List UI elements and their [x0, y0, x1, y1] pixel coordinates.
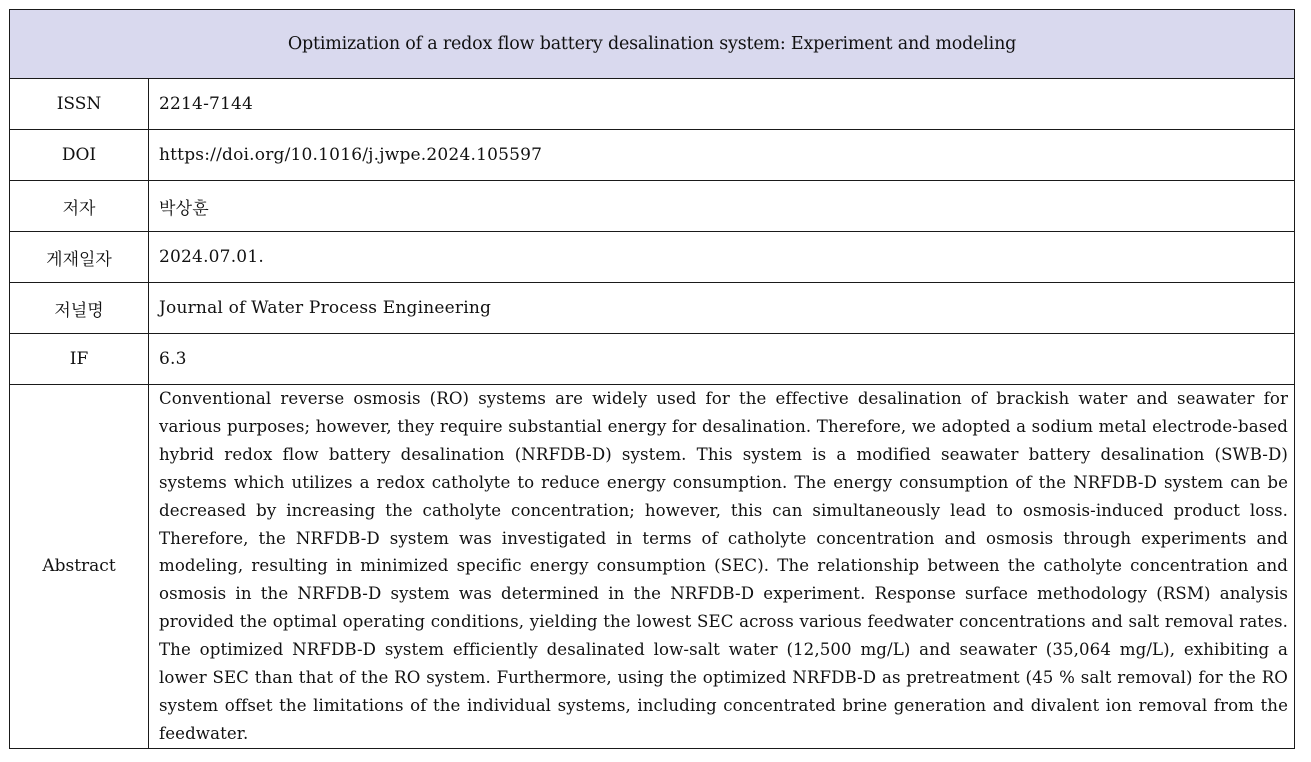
publication-date-label: 게재일자: [10, 232, 149, 283]
abstract-row: [10, 385, 1295, 749]
author-row: [10, 181, 1295, 232]
paper-title: Optimization of a redox flow battery desalination system: Experiment and modeling: [10, 10, 1295, 79]
impact-factor-value: 6.3: [149, 334, 1295, 385]
impact-factor-label: IF: [10, 334, 149, 385]
publication-date-row: [10, 232, 1295, 283]
title-row: [10, 10, 1295, 79]
journal-label: 저널명: [10, 283, 149, 334]
issn-row: [10, 79, 1295, 130]
paper-info-table: [9, 9, 1295, 749]
publication-date-value: 2024.07.01.: [149, 232, 1295, 283]
journal-value: Journal of Water Process Engineering: [149, 283, 1295, 334]
doi-label: DOI: [10, 130, 149, 181]
abstract-text: Conventional reverse osmosis (RO) systems are widely used for the effective desalination of brackish water and seawater for various purposes; however, they require substantial energy for desalination. Therefore, we adopted a sodium metal electrode-based hybrid redox flow battery desalination (NRFDB-D) system. This system is a modified seawater battery desalination (SWB-D) systems which utilizes a redox catholyte to reduce energy consumption. The energy consumption of the NRFDB-D system can be decreased by increasing the catholyte concentration; however, this can simultaneously lead to osmosis-induced product loss. Therefore, the NRFDB-D system was investigated in terms of catholyte concentration and osmosis through experiments and modeling, resulting in minimized specific energy consumption (SEC). The relationship between the catholyte concentration and osmosis in the NRFDB-D system was determined in the NRFDB-D experiment. Response surface methodology (RSM) analysis provided the optimal operating conditions, yielding the lowest SEC across various feedwater concentrations and salt removal rates. The optimized NRFDB-D system efficiently desalinated low-salt water (12,500 mg/L) and seawater (35,064 mg/L), exhibiting a lower SEC than that of the RO system. Furthermore, using the optimized NRFDB-D as pretreatment (45 % salt removal) for the RO system offset the limitations of the individual systems, including concentrated brine generation and divalent ion removal from the feedwater.: [149, 385, 1295, 749]
journal-row: [10, 283, 1295, 334]
doi-row: [10, 130, 1295, 181]
issn-value: 2214-7144: [149, 79, 1295, 130]
doi-value: https://doi.org/10.1016/j.jwpe.2024.105597: [149, 130, 1295, 181]
author-label: 저자: [10, 181, 149, 232]
issn-label: ISSN: [10, 79, 149, 130]
author-value: 박상훈: [149, 181, 1295, 232]
impact-factor-row: [10, 334, 1295, 385]
abstract-label: Abstract: [10, 385, 149, 749]
